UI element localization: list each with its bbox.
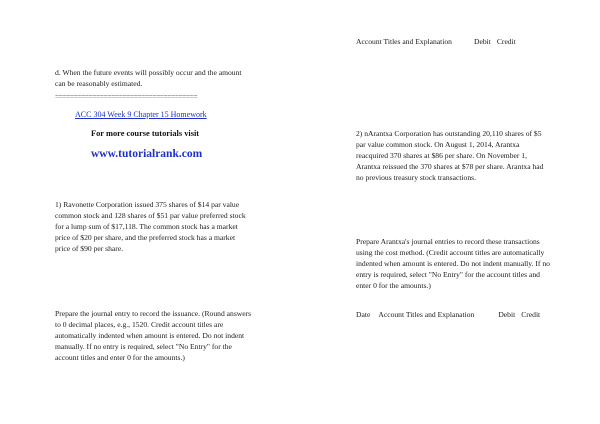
instructions-1-line-4: manually. If no entry is required, select "No Entry" for the	[55, 342, 232, 351]
instructions-2-line-4: entry is required, select "No Entry" for the account titles and	[356, 270, 540, 279]
homework-title-link[interactable]: ACC 304 Week 9 Chapter 15 Homework	[75, 110, 207, 119]
instructions-2-line-2: using the cost method. (Credit account titles are automatically	[356, 248, 545, 257]
header-debit-2: Debit	[498, 310, 516, 319]
journal-header-bottom	[356, 310, 540, 321]
question-2-line-5: no previous treasury stock transactions.	[356, 173, 476, 182]
question-1-line-4: price of $20 per share, and the preferred stock has a market	[55, 233, 236, 242]
item-d-line-2: can be reasonably estimated.	[55, 79, 143, 88]
journal-header-top	[356, 37, 516, 48]
question-2-line-1: 2) nArantxa Corporation has outstanding 20,110 shares of $5	[356, 129, 542, 138]
question-2-line-3: reacquired 370 shares at $86 per share. On November 1,	[356, 151, 528, 160]
question-2-line-2: par value common stock. On August 1, 2014, Arantxa	[356, 140, 520, 149]
header-date: Date	[356, 310, 371, 319]
instructions-1-line-1: Prepare the journal entry to record the issuance. (Round answers	[55, 309, 252, 318]
instructions-2-line-1: Prepare Arantxa's journal entries to record these transactions	[356, 237, 540, 246]
question-1-line-2: common stock and 128 shares of $51 par value preferred stock	[55, 211, 246, 220]
item-d-line-1: d. When the future events will possibly occur and the amount	[55, 68, 242, 77]
site-url-link[interactable]: www.tutorialrank.com	[91, 148, 203, 160]
header-account-titles: Account Titles and Explanation	[356, 37, 452, 46]
question-1-line-1: 1) Ravonette Corporation issued 375 shares of $14 par value	[55, 200, 240, 209]
separator-line: ======================================	[55, 93, 198, 101]
question-1-line-5: price of $90 per share.	[55, 244, 124, 253]
promo-text: For more course tutorials visit	[91, 129, 200, 138]
header-debit: Debit	[473, 37, 491, 46]
question-1-line-3: for a lump sum of $17,118. The common stock has a market	[55, 222, 238, 231]
instructions-1-line-2: to 0 decimal places, e.g., 1520. Credit account titles are	[55, 320, 224, 329]
instructions-2-line-3: indented when amount is entered. Do not indent manually. If no	[356, 259, 550, 268]
header-credit-2: Credit	[521, 310, 541, 319]
instructions-2-line-5: enter 0 for the amounts.)	[356, 281, 431, 290]
question-2-line-4: Arantxa reissued the 370 shares at $78 per share. Arantxa had	[356, 162, 544, 171]
header-account-titles-2: Account Titles and Explanation	[378, 310, 475, 319]
header-credit: Credit	[496, 37, 516, 46]
instructions-1-line-3: automatically indented when amount is entered. Do not indent	[55, 331, 245, 340]
instructions-1-line-5: account titles and enter 0 for the amounts.)	[55, 353, 185, 362]
